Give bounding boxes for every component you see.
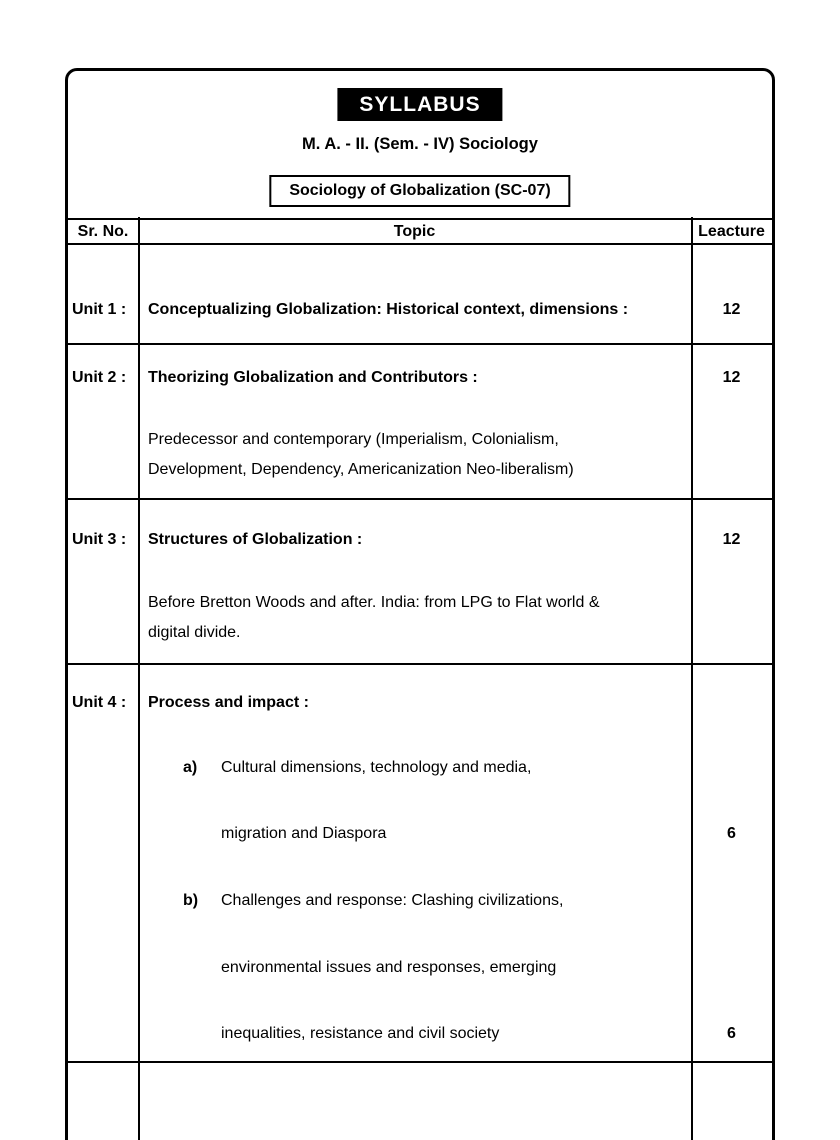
unit-2-body-line: Predecessor and contemporary (Imperialism, Colonialism, bbox=[148, 431, 559, 448]
syllabus-banner: SYLLABUS bbox=[337, 88, 502, 121]
unit-1-label: Unit 1 : bbox=[72, 301, 127, 318]
unit-4-subitem-b-line: Challenges and response: Clashing civilizations, bbox=[221, 892, 564, 909]
document-frame bbox=[65, 68, 775, 1140]
program-subtitle: M. A. - II. (Sem. - IV) Sociology bbox=[302, 135, 538, 153]
unit-4-title: Process and impact : bbox=[148, 694, 309, 711]
unit-4-subitem-b-line: inequalities, resistance and civil society bbox=[221, 1025, 500, 1042]
unit-4-subitem-b-line: environmental issues and responses, emerging bbox=[221, 959, 557, 976]
unit-4-subitem-b-label: b) bbox=[183, 892, 199, 909]
unit-2-lecture-count: 12 bbox=[722, 369, 741, 386]
unit-4-label: Unit 4 : bbox=[72, 694, 127, 711]
unit-4-subitem-a-line: Cultural dimensions, technology and media, bbox=[221, 759, 532, 776]
unit-1-title: Conceptualizing Globalization: Historical context, dimensions : bbox=[148, 301, 629, 318]
unit-4-subitem-a-label: a) bbox=[183, 759, 198, 776]
unit-3-body-line: Before Bretton Woods and after. India: from LPG to Flat world & bbox=[148, 594, 600, 611]
unit-3-label: Unit 3 : bbox=[72, 531, 127, 548]
column-divider-topic-lecture bbox=[691, 217, 693, 1140]
table-header-lecture: Leacture bbox=[698, 223, 765, 240]
unit-1-lecture-count: 12 bbox=[722, 301, 741, 318]
table-header-sr-no: Sr. No. bbox=[77, 223, 129, 240]
unit-4-subitem-a-line: migration and Diaspora bbox=[221, 825, 387, 842]
column-divider-srno-topic bbox=[138, 217, 140, 1140]
unit-2-label: Unit 2 : bbox=[72, 369, 127, 386]
unit-3-bottom-border bbox=[68, 663, 772, 665]
unit-4-subitem-b-lecture-count: 6 bbox=[727, 1025, 736, 1042]
unit-3-body-line: digital divide. bbox=[148, 624, 241, 641]
unit-2-body-line: Development, Dependency, Americanization Neo-liberalism) bbox=[148, 461, 574, 478]
unit-3-title: Structures of Globalization : bbox=[148, 531, 363, 548]
table-top-border bbox=[68, 218, 772, 220]
unit-2-bottom-border bbox=[68, 498, 772, 500]
unit-2-title: Theorizing Globalization and Contributors : bbox=[148, 369, 478, 386]
unit-4-bottom-border bbox=[68, 1061, 772, 1063]
unit-1-bottom-border bbox=[68, 343, 772, 345]
unit-4-subitem-a-lecture-count: 6 bbox=[727, 825, 736, 842]
unit-3-lecture-count: 12 bbox=[722, 531, 741, 548]
course-title-box: Sociology of Globalization (SC-07) bbox=[269, 175, 570, 207]
table-header-topic: Topic bbox=[393, 223, 436, 240]
header-row-bottom-border bbox=[68, 243, 772, 245]
